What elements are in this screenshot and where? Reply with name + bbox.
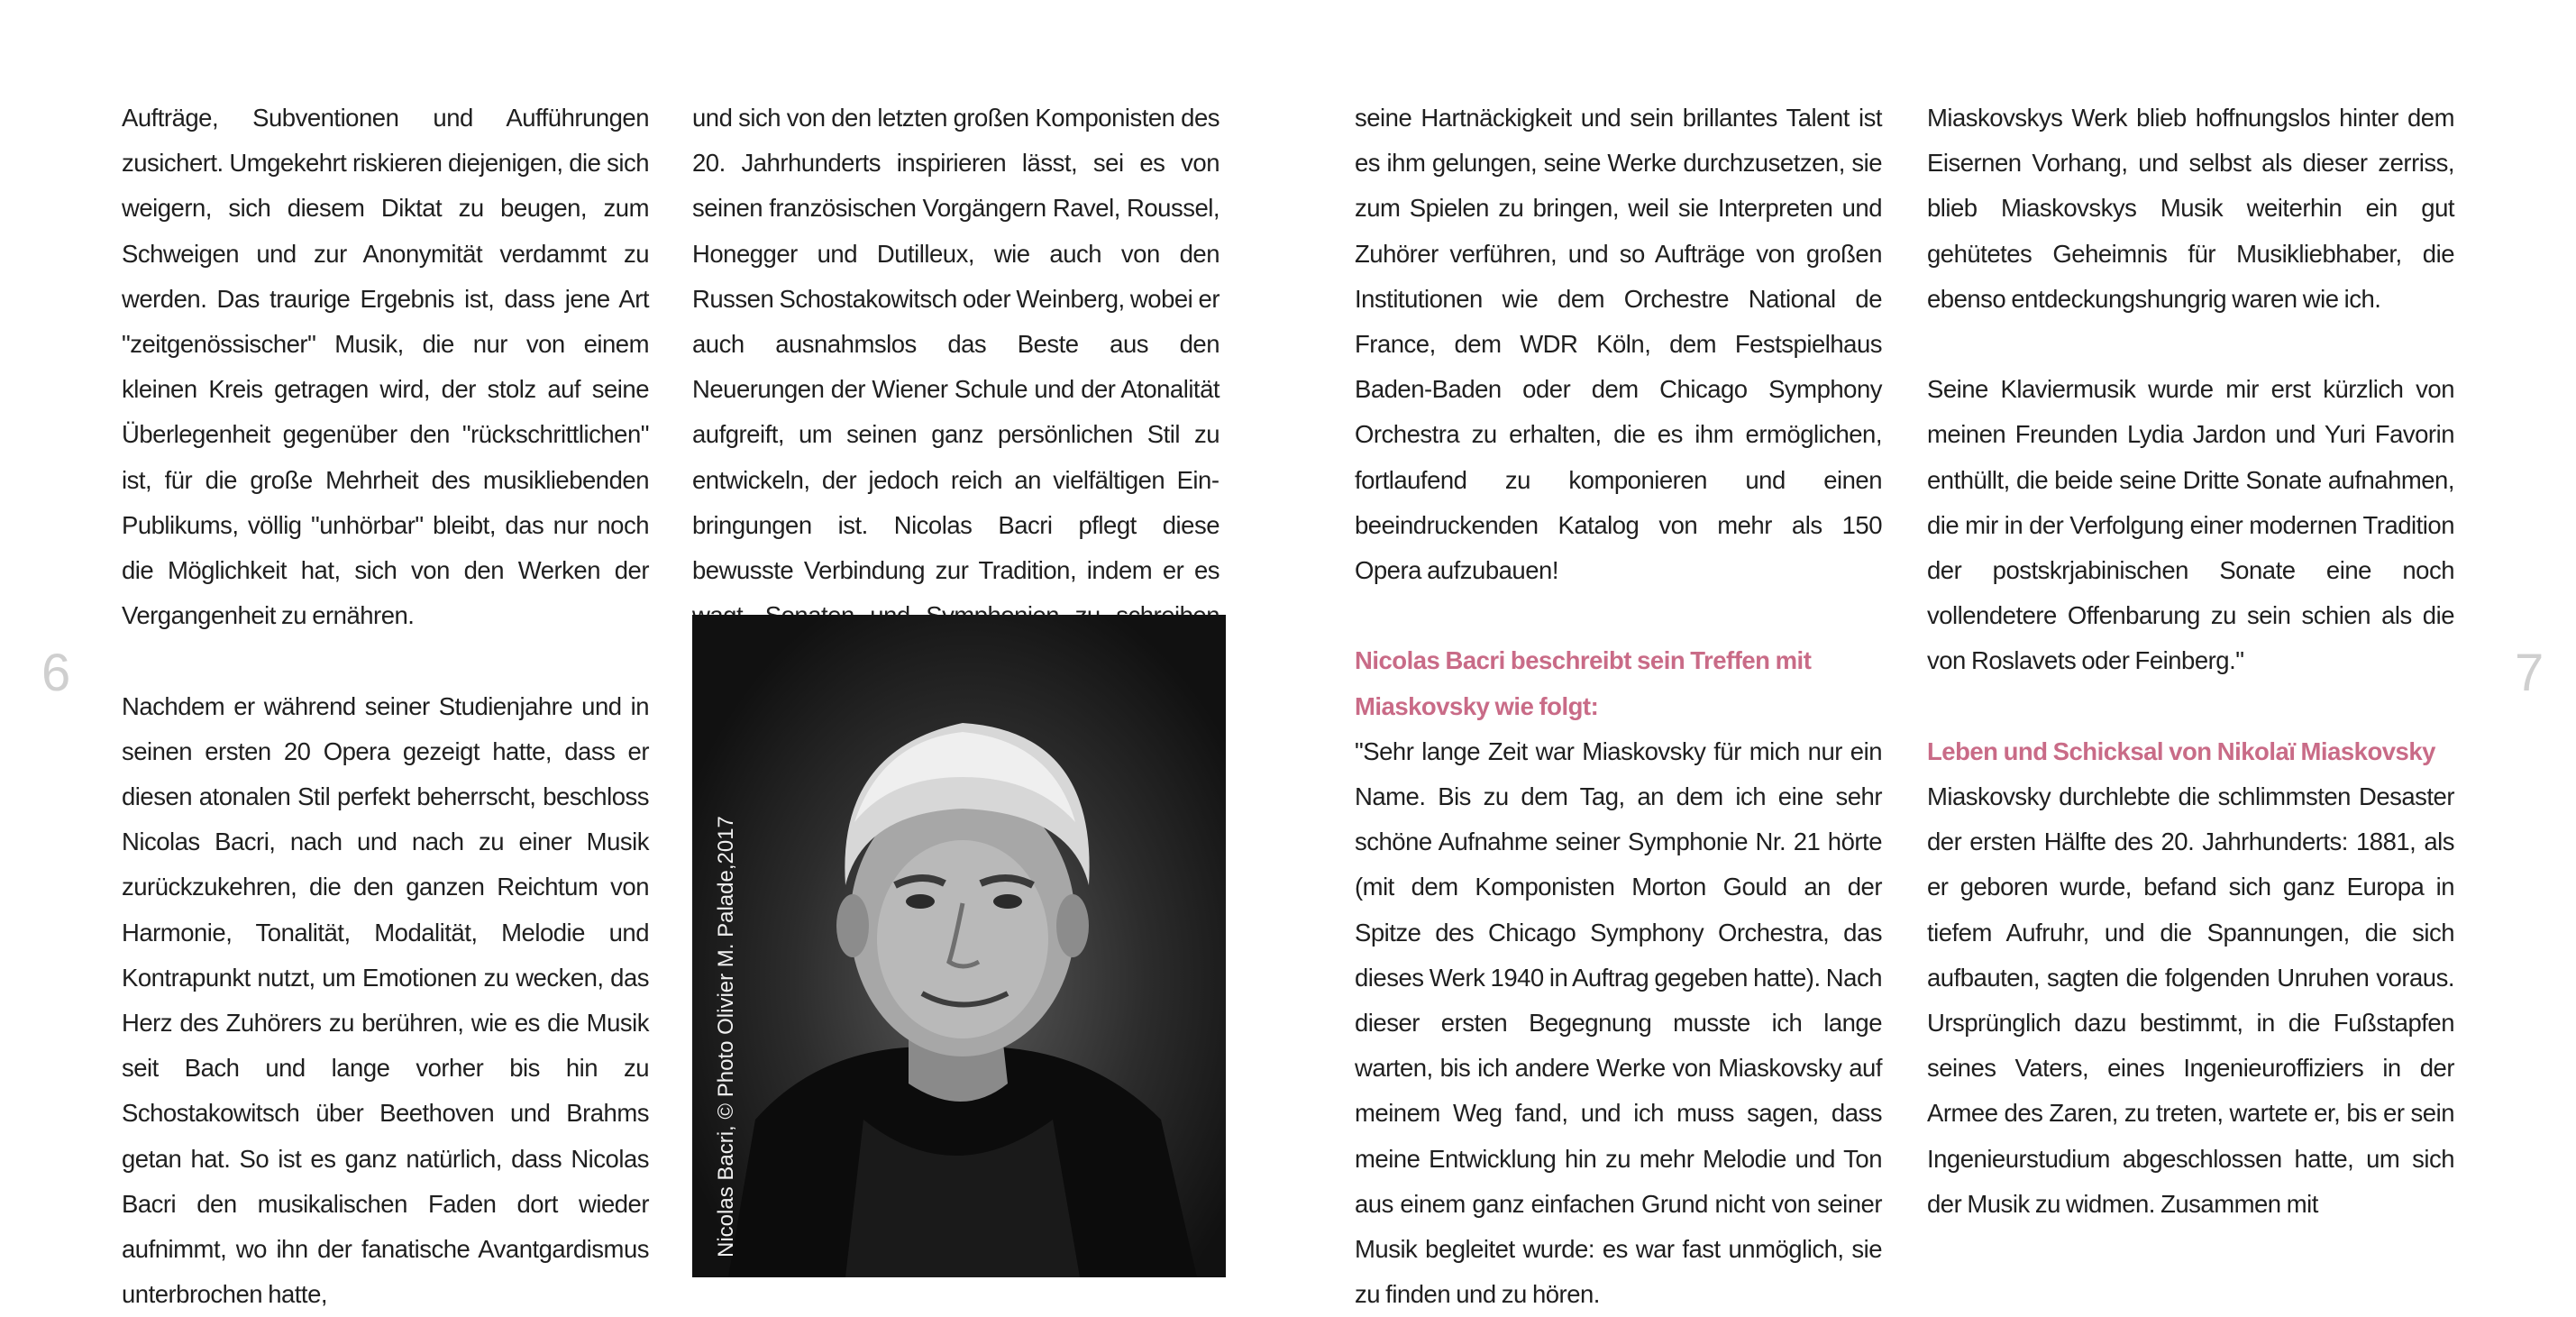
section-heading: Leben und Schicksal von Nikolaï Miaskovsky bbox=[1927, 736, 2435, 765]
text-column-3 bbox=[1355, 96, 1882, 1317]
portrait-illustration bbox=[692, 615, 1226, 1277]
paragraph: Miaskovsky durchlebte die schlimmsten Desaster der ersten Hälfte des 20. Jahrhunderts: 1881, als er geboren wurde, befand sich ganz Europa in tiefem Aufruhr, und die Spannungen, die sich aufbauten, sagten die folgenden Unruhen voraus. Ursprünglich dazu bestimmt, in die Fußstapfen seines Vaters, eines Ingenieuroffiziers in der Armee des Zaren, zu treten, wartete er, bis er sein Ingenieurstudium abgeschlossen hatte, um sich der Musik zu widmen. Zusammen mit bbox=[1927, 782, 2454, 1218]
text-column-1 bbox=[122, 96, 649, 1317]
paragraph: und sich von den letzten großen Komponisten des 20. Jahrhunderts inspirieren lässt, sei es von seinen französischen Vorgängern Ravel, Roussel, Honegger und Dutilleux, wie auch von den Russen Schostakowitsch oder Weinberg, wobei er auch ausnahmslos das Beste aus den Neuerungen der Wiener Schule und der Atonalität aufgreift, um seinen ganz persönlichen Stil zu entwickeln, der jedoch reich an vielfältigen Einbringungen ist. Nicolas Bacri pflegt diese bewusste Verbindung zur Tradition, indem er es bbox=[692, 104, 1219, 585]
paragraph: "Sehr lange Zeit war Miaskovsky für mich nur ein Name. Bis zu dem Tag, an dem ich eine sehr schöne Aufnahme seiner Symphonie Nr. 21 hörte (mit dem Komponisten Morton Gould an der Spitze des Chicago Symphony Orchestra, das dieses Werk 1940 in Auftrag gegeben hatte). Nach dieser ersten Begegnung musste ich lange warten, bis ich andere Werke von Miaskovsky auf meinem Weg fand, und ich muss sagen, dass meine Entwicklung hin zu mehr Melodie und Ton aus einem ganz einfachen Grund nicht von seiner Musik begleitet wurde: es war fast unmöglich, sie zu finden und zu hören. bbox=[1355, 736, 1882, 1309]
paragraph: Aufträge, Subventionen und Aufführungen zusichert. Umgekehrt riskieren diejenigen, die sich weigern, sich diesem Diktat zu beugen, zum Schweigen und zur Anonymität verdammt zu werden. Das traurige Ergebnis ist, dass jene Art "zeitgenössischer" Musik, die nur von einem kleinen Kreis getragen wird, der stolz auf seine Überlegenheit gegenüber den "rückschrittlichen" ist, für die große Mehrheit des musikliebenden Publikums, völlig "unhörbar" bleibt, das nur noch die Möglichkeit hat, sich von den Werken der Vergangenheit zu ernähren. bbox=[122, 104, 649, 630]
paragraph: Miaskovskys Werk blieb hoffnungslos hinter dem Eisernen Vorhang, und selbst als dieser zerriss, blieb Miaskovskys Musik weiterhin ein gut gehütetes Geheimnis für Musikliebhaber, die ebenso entdeckungshungrig waren wie ich. bbox=[1927, 104, 2454, 313]
photo-credit: Nicolas Bacri, © Photo Olivier M. Palade,2017 bbox=[714, 816, 738, 1258]
text-column-4 bbox=[1927, 96, 2454, 1227]
portrait-photo bbox=[692, 615, 1226, 1277]
section-heading: Nicolas Bacri beschreibt sein Treffen mit Miaskovsky wie folgt: bbox=[1355, 646, 1812, 720]
page-number-left: 6 bbox=[41, 644, 71, 702]
paragraph: seine Hartnäckigkeit und sein brillantes Talent ist es ihm gelungen, seine Werke durchzusetzen, sie zum Spielen zu bringen, weil sie Interpreten und Zuhörer verführen, und so Aufträge von großen Institutionen wie dem Orchestre National de France, dem WDR Köln, dem Festspielhaus Baden-Baden oder dem Chicago Symphony Orchestra zu erhalten, die es ihm ermöglichen, fortlaufend zu komponieren und einen beeindruckenden Katalog von mehr als 150 Opera aufzubauen! bbox=[1355, 104, 1882, 585]
text-column-2 bbox=[692, 96, 1219, 684]
page-number-right: 7 bbox=[2515, 644, 2544, 702]
paragraph: Seine Klaviermusik wurde mir erst kürzlich von meinen Freunden Lydia Jardon und Yuri Favorin enthüllt, die beide seine Dritte Sonate aufnahmen, die mir in der Verfolgung einer modernen Tradition der postskrjabinischen Sonate eine noch vollendetere Offenbarung zu sein schien als die von Roslavets oder Feinberg." bbox=[1927, 375, 2454, 675]
paragraph: Nachdem er während seiner Studienjahre und in seinen ersten 20 Opera gezeigt hatte, dass er diesen atonalen Stil perfekt beherrscht, beschloss Nicolas Bacri, nach und nach zu einer Musik zurückzukehren, die den ganzen Reichtum von Harmonie, Tonalität, Modalität, Melodie und Kontrapunkt nutzt, um Emotionen zu wecken, das Herz des Zuhörers zu berühren, wie es die Musik seit Bach und lange vorher bis hin zu Schostakowitsch über Beethoven und Brahms getan hat. So ist es ganz natürlich, dass Nicolas Bacri den musikalischen Faden dort wieder aufnimmt, wo ihn der fanatische Avantgardismus unterbrochen hatte, bbox=[122, 691, 649, 1309]
